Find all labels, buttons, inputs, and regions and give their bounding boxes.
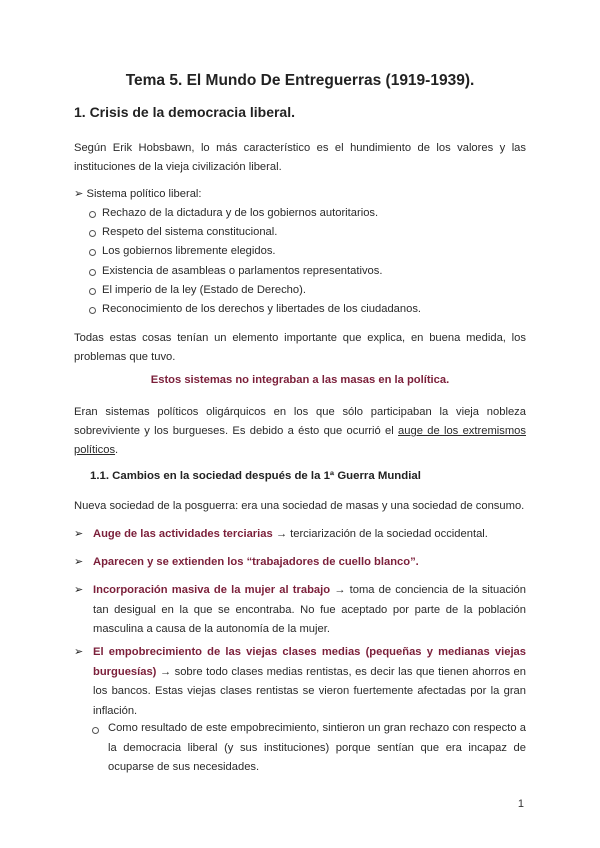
highlight-statement: Estos sistemas no integraban a las masas en la política. — [150, 374, 450, 386]
circle-bullet-icon — [89, 288, 96, 295]
paragraph-3 — [74, 403, 526, 460]
list-item: Los gobiernos libremente elegidos. — [102, 245, 276, 258]
change-item — [93, 525, 526, 545]
change-item-text: → terciarización de la sociedad occidental. — [272, 528, 488, 540]
change-item — [93, 553, 526, 573]
list-title: Sistema político liberal: — [86, 188, 202, 200]
paragraph-3-text: Eran sistemas políticos oligárquicos en los que sólo participaban la vieja nobleza sobreviviente y los burgueses. Es debido a ésto que ocurrió el — [74, 406, 526, 437]
sub-list-item: Como resultado de este empobrecimiento, sintieron un gran rechazo con respecto a la democracia liberal (y sus instituciones) porque sentían que era incapaz de ocuparse de sus necesidades. — [108, 722, 526, 773]
section-heading: 1. Crisis de la democracia liberal. — [74, 104, 295, 120]
page-number: 1 — [517, 798, 524, 810]
arrow-bullet-icon: ➢ — [74, 646, 84, 658]
arrow-bullet-icon: ➢ — [74, 528, 84, 540]
change-item-text: → toma de conciencia de la situación tan desigual en la que se encontraba. No fue aceptado por parte de la población masculina a causa de la autonomía de la mujer. — [93, 584, 526, 635]
change-item-emphasis: El empobrecimiento de las viejas clases medias (pequeñas y medianas viejas burguesías) — [93, 646, 526, 678]
list-item: Reconocimiento de los derechos y libertades de los ciudadanos. — [102, 303, 422, 315]
circle-bullet-icon — [92, 727, 99, 734]
change-item-text: → sobre todo clases medias rentistas, es decir las que tienen ahorros en los bancos. Estas viejas clases rentistas se vieron fuertemente afectadas por la gran inflación. — [93, 665, 526, 717]
change-item-emphasis: Incorporación masiva de la mujer al trabajo — [93, 584, 331, 596]
page-title: Tema 5. El Mundo De Entreguerras (1919-1939). — [125, 72, 475, 89]
circle-bullet-icon — [89, 230, 96, 237]
arrow-bullet-icon: ➢ — [74, 584, 84, 596]
change-item — [93, 581, 526, 640]
arrow-bullet-icon: ➢ — [74, 556, 84, 568]
change-item-emphasis: Aparecen y se extienden los “trabajadores de cuello blanco”. — [93, 556, 419, 568]
circle-bullet-icon — [89, 269, 96, 276]
list-item: Rechazo de la dictadura y de los gobiernos autoritarios. — [102, 207, 379, 219]
change-item-emphasis: Auge de las actividades terciarias — [93, 528, 273, 540]
circle-bullet-icon — [89, 307, 96, 314]
arrow-bullet-icon: ➢ — [74, 188, 84, 200]
circle-bullet-icon — [89, 249, 96, 256]
list-item: Existencia de asambleas o parlamentos representativos. — [102, 264, 383, 277]
change-item — [93, 643, 526, 721]
list-item: Respeto del sistema constitucional. — [102, 226, 278, 239]
intro-paragraph: Según Erik Hobsbawn, lo más característico es el hundimiento de los valores y las instituciones de la vieja civilización liberal. — [74, 142, 526, 173]
subsection-intro: Nueva sociedad de la posguerra: era una sociedad de masas y una sociedad de consumo. — [74, 500, 525, 512]
paragraph-2: Todas estas cosas tenían un elemento importante que explica, en buena medida, los problemas que tuvo. — [74, 332, 526, 363]
list-item: El imperio de la ley (Estado de Derecho). — [102, 283, 306, 296]
circle-bullet-icon — [89, 211, 96, 218]
extremism-link[interactable]: auge de los extremismos políticos — [74, 425, 526, 456]
paragraph-3-end: . — [115, 444, 119, 456]
list-title-row — [74, 185, 202, 204]
subsection-heading: 1.1. Cambios en la sociedad después de la 1ª Guerra Mundial — [90, 470, 421, 482]
